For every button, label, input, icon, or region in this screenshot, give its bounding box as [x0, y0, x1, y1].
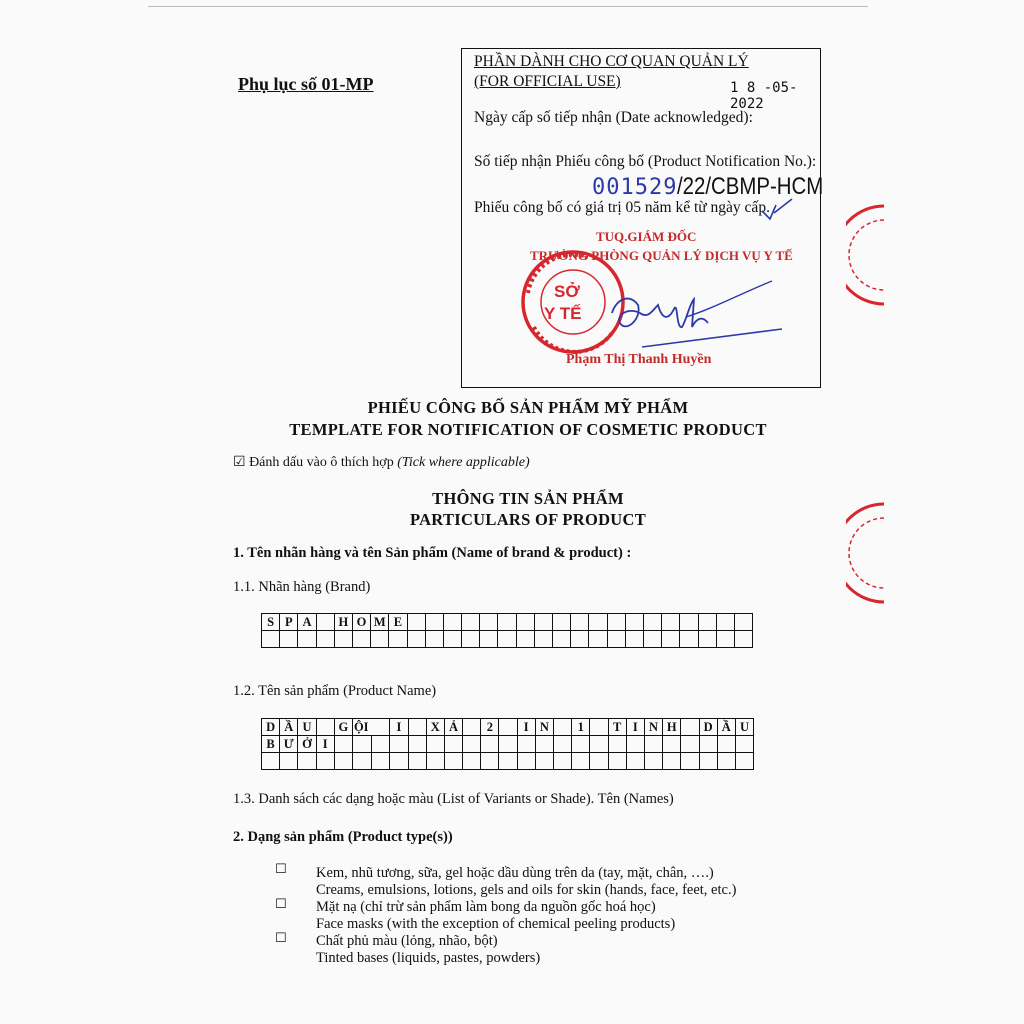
brand-cell — [643, 614, 661, 631]
product-name-cell — [699, 753, 717, 770]
brand-cell: O — [352, 614, 370, 631]
signer-name: Phạm Thị Thanh Huyền — [566, 352, 712, 367]
product-name-cell: I — [316, 736, 334, 753]
product-name-cell — [644, 736, 662, 753]
product-name-cell — [463, 753, 481, 770]
product-name-cell: Ả — [444, 719, 462, 736]
brand-cell — [716, 631, 734, 648]
product-name-cell — [390, 753, 408, 770]
brand-cell — [316, 614, 334, 631]
notification-suffix: /22/CBMP-HCM — [677, 173, 824, 200]
tick-note-en: (Tick where applicable) — [397, 455, 530, 470]
product-name-cell — [699, 736, 717, 753]
brand-cell — [262, 631, 280, 648]
product-name-cell: 1 — [572, 719, 590, 736]
product-name-cell: D — [262, 719, 280, 736]
brand-cell — [516, 614, 534, 631]
appendix-label: Phụ lục số 01-MP — [238, 74, 374, 94]
product-name-cell — [408, 719, 426, 736]
brand-cell: E — [389, 614, 407, 631]
product-type-checkbox-1[interactable]: ☐ — [275, 862, 287, 877]
product-name-cell: U — [735, 719, 753, 736]
product-type-1-vi: Kem, nhũ tương, sữa, gel hoặc dầu dùng trên da (tay, mặt, chân, ….) — [316, 865, 714, 881]
brand-cell — [734, 614, 752, 631]
product-name-cell — [390, 736, 408, 753]
official-header-en: (FOR OFFICIAL USE) — [474, 73, 621, 90]
product-name-cell: H — [663, 719, 681, 736]
product-name-cell — [499, 753, 517, 770]
brand-cell — [516, 631, 534, 648]
product-name-cell — [334, 753, 352, 770]
brand-cell — [280, 631, 298, 648]
product-type-checkbox-3[interactable]: ☐ — [275, 931, 287, 946]
product-type-3-en: Tinted bases (liquids, pastes, powders) — [316, 950, 541, 966]
brand-cell — [352, 631, 370, 648]
product-name-cell — [517, 753, 535, 770]
product-name-cell — [681, 719, 699, 736]
product-name-cell — [608, 753, 626, 770]
signature-icon — [582, 263, 802, 363]
brand-cell: H — [334, 614, 352, 631]
product-name-cell — [408, 753, 426, 770]
form-title-vi: PHIẾU CÔNG BỐ SẢN PHẨM MỸ PHẨM — [367, 398, 689, 417]
brand-cell — [698, 614, 716, 631]
product-name-cell — [572, 753, 590, 770]
product-name-cell: Ư — [280, 736, 298, 753]
section-2-heading: 2. Dạng sản phẩm (Product type(s)) — [233, 829, 453, 845]
notification-digits: 001529 — [592, 175, 678, 200]
product-type-checkbox-2[interactable]: ☐ — [275, 897, 287, 912]
product-name-cell: I — [390, 719, 408, 736]
product-name-cell — [590, 736, 608, 753]
svg-text:SỞ: SỞ — [554, 282, 580, 301]
product-name-cell: Ầ — [280, 719, 298, 736]
product-name-cell — [352, 736, 371, 753]
brand-cell: A — [298, 614, 316, 631]
notification-number — [592, 173, 850, 201]
product-name-cell — [644, 753, 662, 770]
product-name-cell: U — [298, 719, 316, 736]
product-name-cell — [262, 753, 280, 770]
product-name-cell: G — [334, 719, 352, 736]
brand-cell — [298, 631, 316, 648]
brand-cell: S — [262, 614, 280, 631]
stamped-date: 1 8 -05- 2022 — [730, 80, 798, 112]
section-1-2-label: 1.2. Tên sản phẩm (Product Name) — [233, 683, 437, 699]
brand-cell — [553, 614, 571, 631]
product-name-cell — [316, 719, 334, 736]
brand-cell — [480, 614, 498, 631]
product-name-cell — [463, 719, 481, 736]
brand-cell — [589, 631, 607, 648]
brand-cell — [680, 614, 698, 631]
particulars-title-vi: THÔNG TIN SẢN PHẨM — [432, 489, 624, 508]
brand-cell — [425, 614, 443, 631]
product-name-cell — [735, 736, 753, 753]
brand-cell — [734, 631, 752, 648]
brand-cell — [443, 614, 461, 631]
svg-text:Y TẾ: Y TẾ — [544, 304, 582, 323]
official-header-vi: PHẦN DÀNH CHO CƠ QUAN QUẢN LÝ — [474, 53, 749, 70]
product-type-2-vi: Mặt nạ (chỉ trừ sản phẩm làm bong da nguồn gốc hoá học) — [316, 899, 656, 915]
product-name-cell — [481, 736, 499, 753]
signer-title: TUQ.GIÁM ĐỐC — [596, 229, 697, 244]
date-acknowledged-label: Ngày cấp số tiếp nhận (Date acknowledged): — [474, 109, 753, 126]
page-top-edge — [148, 6, 868, 7]
product-name-cell — [554, 736, 572, 753]
product-type-1 — [316, 865, 736, 899]
product-name-cell: 2 — [481, 719, 499, 736]
brand-cell — [534, 631, 552, 648]
brand-cell — [625, 614, 643, 631]
brand-cell — [553, 631, 571, 648]
brand-cell: P — [280, 614, 298, 631]
brand-cell — [662, 614, 680, 631]
product-name-cell — [298, 753, 316, 770]
product-name-cell — [444, 753, 462, 770]
product-name-cell: D — [699, 719, 717, 736]
brand-cell — [625, 631, 643, 648]
product-name-cell: Ầ — [717, 719, 735, 736]
product-name-cell — [371, 753, 390, 770]
checked-box-icon: ☑ — [233, 455, 246, 470]
product-name-cell — [663, 736, 681, 753]
brand-cell — [462, 631, 480, 648]
product-name-cell — [681, 736, 699, 753]
product-name-cell — [352, 753, 371, 770]
product-name-cell — [717, 736, 735, 753]
brand-cell — [407, 614, 425, 631]
product-name-cell — [371, 736, 390, 753]
brand-cell — [334, 631, 352, 648]
product-name-cell: I — [517, 719, 535, 736]
product-type-3-vi: Chất phủ màu (lỏng, nhão, bột) — [316, 933, 498, 949]
product-name-cell — [463, 736, 481, 753]
product-name-cell — [517, 736, 535, 753]
product-name-cell — [717, 753, 735, 770]
brand-cell — [316, 631, 334, 648]
product-type-1-en: Creams, emulsions, lotions, gels and oils for skin (hands, face, feet, etc.) — [316, 882, 737, 898]
brand-cell — [443, 631, 461, 648]
product-name-cell — [280, 753, 298, 770]
product-name-cell: Ở — [298, 736, 316, 753]
validity-note: Phiếu công bố có giá trị 05 năm kể từ ngày cấp. — [474, 199, 770, 216]
initial-mark-icon — [758, 195, 798, 221]
product-name-cell: B — [262, 736, 280, 753]
brand-cell — [643, 631, 661, 648]
product-name-cell — [334, 736, 352, 753]
product-type-2-en: Face masks (with the exception of chemical peeling products) — [316, 916, 676, 932]
product-name-cell: I — [626, 719, 644, 736]
tick-note-vi: Đánh dấu vào ô thích hợp — [249, 455, 394, 470]
product-type-2 — [316, 899, 675, 933]
brand-cell — [407, 631, 425, 648]
edge-stamp-top-icon — [846, 200, 886, 310]
product-name-cell — [316, 753, 334, 770]
product-name-cell — [426, 736, 444, 753]
product-name-cell — [626, 753, 644, 770]
section-1-heading: 1. Tên nhãn hàng và tên Sản phẩm (Name of brand & product) : — [233, 545, 632, 561]
product-name-cell — [572, 736, 590, 753]
product-name-cell — [608, 736, 626, 753]
brand-cell — [498, 631, 516, 648]
product-name-cell: ỘI — [352, 719, 389, 736]
product-name-cell — [681, 753, 699, 770]
product-type-3 — [316, 933, 540, 967]
product-name-cell — [735, 753, 753, 770]
signer-department: TRƯỞNG PHÒNG QUẢN LÝ DỊCH VỤ Y TẾ — [530, 248, 793, 263]
brand-cell — [389, 631, 407, 648]
product-name-cell — [481, 753, 499, 770]
brand-grid — [261, 613, 753, 648]
brand-cell — [571, 631, 589, 648]
brand-cell — [607, 631, 625, 648]
product-name-cell — [426, 753, 444, 770]
product-name-cell — [535, 753, 553, 770]
product-name-cell — [408, 736, 426, 753]
product-name-cell: T — [608, 719, 626, 736]
product-name-cell — [590, 753, 608, 770]
brand-cell — [498, 614, 516, 631]
product-name-grid — [261, 718, 754, 770]
section-1-1-label: 1.1. Nhãn hàng (Brand) — [233, 579, 371, 595]
product-name-cell — [663, 753, 681, 770]
notification-number-label: Số tiếp nhận Phiếu công bố (Product Notification No.): — [474, 153, 817, 170]
section-1-3-label: 1.3. Danh sách các dạng hoặc màu (List of Variants or Shade). Tên (Names) — [233, 791, 674, 807]
product-name-cell — [554, 719, 572, 736]
particulars-title-en: PARTICULARS OF PRODUCT — [409, 510, 647, 529]
brand-cell — [425, 631, 443, 648]
brand-cell — [716, 614, 734, 631]
brand-cell: M — [371, 614, 389, 631]
brand-cell — [480, 631, 498, 648]
product-name-cell — [499, 719, 517, 736]
brand-cell — [680, 631, 698, 648]
brand-cell — [371, 631, 389, 648]
official-use-box — [461, 48, 824, 388]
product-name-cell: N — [535, 719, 553, 736]
brand-cell — [662, 631, 680, 648]
brand-cell — [571, 614, 589, 631]
product-name-cell — [554, 753, 572, 770]
brand-cell — [534, 614, 552, 631]
product-name-cell — [626, 736, 644, 753]
product-name-cell — [444, 736, 462, 753]
brand-cell — [589, 614, 607, 631]
product-name-cell — [499, 736, 517, 753]
brand-cell — [607, 614, 625, 631]
form-title-en: TEMPLATE FOR NOTIFICATION OF COSMETIC PRODUCT — [289, 420, 767, 439]
product-name-cell: X — [426, 719, 444, 736]
product-name-cell — [590, 719, 608, 736]
product-name-cell — [535, 736, 553, 753]
brand-cell — [698, 631, 716, 648]
tick-note — [233, 454, 530, 471]
brand-cell — [462, 614, 480, 631]
product-name-cell: N — [644, 719, 662, 736]
